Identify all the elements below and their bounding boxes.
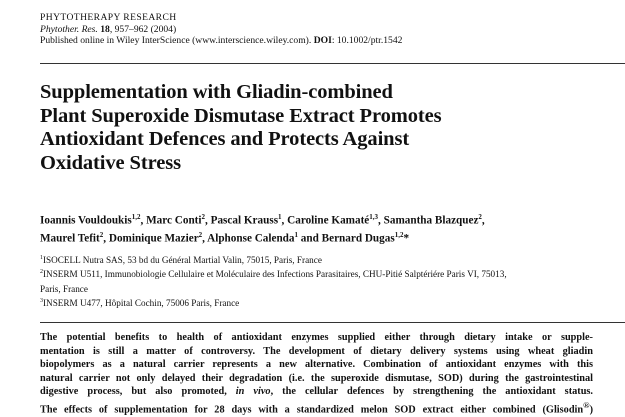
affiliation-text: Paris, France <box>40 284 88 294</box>
author-name: Maurel Tefit <box>40 232 100 245</box>
doi-value: : 10.1002/ptr.1542 <box>331 35 403 47</box>
abstract-line: biopolymers as a natural carrier represents a new alternative. Combination of antioxidant enzymes with this <box>40 359 593 370</box>
journal-header <box>40 12 402 47</box>
author-affiliation-mark: 2 <box>201 213 206 221</box>
author-name: Marc Conti <box>146 214 202 227</box>
paper-title <box>40 81 620 175</box>
author-name: Bernard Dugas <box>321 232 395 245</box>
publication-info <box>40 35 402 47</box>
author-separator: , <box>140 214 147 227</box>
author-separator: , <box>378 214 384 227</box>
author-separator: , <box>202 232 208 245</box>
abstract-line <box>40 385 593 399</box>
affiliation-text: INSERM U477, Hôpital Cochin, 75006 Paris, France <box>43 298 240 309</box>
abstract-line: natural carrier not only delayed their degradation (i.e. the superoxide dismutase, SOD) during the gastrointestinal <box>40 372 593 384</box>
author-affiliation-mark: 1 <box>278 213 282 221</box>
author-separator: , <box>205 214 211 227</box>
author-name: Pascal Krauss <box>210 214 279 227</box>
affiliation-list <box>40 252 625 310</box>
registered-mark: ® <box>583 399 590 410</box>
author-affiliation-mark: 2 <box>478 213 482 221</box>
journal-pages-year: , 957–962 (2004) <box>109 23 177 35</box>
affiliation-text: INSERM U511, Immunobiologie Cellulaire et Moléculaire des Infections Parasitaires, CHU-Pitié Salptériére Paris VI, 75013, <box>43 269 507 280</box>
affiliation <box>40 281 625 295</box>
title-line: Supplementation with Gliadin-combined <box>40 81 393 103</box>
title-line: Oxidative Stress <box>40 151 181 174</box>
corresponding-author-mark: * <box>403 232 410 245</box>
abstract-line <box>40 399 593 417</box>
header-divider <box>40 63 625 64</box>
journal-citation <box>40 24 402 36</box>
author-affiliation-mark: 2 <box>198 230 203 239</box>
author-affiliation-mark: 1,3 <box>369 213 379 221</box>
author-affiliation-mark: 1,2 <box>394 230 404 239</box>
abstract-text: ) <box>589 403 593 415</box>
abstract-line: mentation is still a matter of controversy. The development of dietary delivery systems using wheat gliadin <box>40 345 593 357</box>
author-name: Caroline Kamaté <box>287 214 370 227</box>
author-affiliation-mark: 2 <box>99 230 104 239</box>
author-separator: , <box>481 214 485 227</box>
author-name: Ioannis Vouldoukis <box>40 214 132 227</box>
affiliation-mark: 3 <box>40 298 43 305</box>
author-line <box>40 228 625 246</box>
affiliation-text: ISOCELL Nutra SAS, 53 bd du Général Martial Valin, 75015, Paris, France <box>43 255 322 266</box>
title-line: Plant Superoxide Dismutase Extract Promotes <box>40 104 442 127</box>
published-online: Published online in Wiley InterScience (www.interscience.wiley.com). <box>40 35 312 47</box>
author-name: Samantha Blazquez <box>383 214 479 227</box>
author-separator: , <box>281 214 288 227</box>
journal-abbrev: Phytother. Res. <box>40 23 98 35</box>
abstract-line: The potential benefits to health of antioxidant enzymes supplied either through dietary intake or supple- <box>40 332 593 343</box>
journal-volume: 18 <box>100 23 110 35</box>
author-name: Alphonse Calenda <box>207 232 295 245</box>
abstract <box>40 331 593 416</box>
affiliation-mark: 2 <box>40 269 43 276</box>
abstract-text: digestive process, but also promoted, <box>40 386 236 397</box>
abstract-text: , the cellular defences by strengthening the antioxidant status. <box>270 386 594 397</box>
abstract-emphasis: in vivo <box>235 386 271 397</box>
affiliation <box>40 252 625 266</box>
doi-label: DOI <box>313 35 332 47</box>
affiliation <box>40 266 625 280</box>
affiliation <box>40 295 625 309</box>
author-name: Dominique Mazier <box>108 232 199 245</box>
journal-name: PHYTOTHERAPY RESEARCH <box>40 12 177 23</box>
abstract-divider <box>40 322 625 323</box>
author-separator: , <box>103 232 109 245</box>
author-affiliation-mark: 1 <box>294 230 298 239</box>
author-affiliation-mark: 1,2 <box>131 213 141 221</box>
title-line: Antioxidant Defences and Protects Against <box>40 128 410 150</box>
author-line <box>40 210 625 228</box>
author-separator: and <box>298 232 322 245</box>
abstract-text: The effects of supplementation for 28 days with a standardized melon SOD extract either combined (Glisodin <box>40 403 584 415</box>
author-list <box>40 210 625 245</box>
affiliation-mark: 1 <box>40 255 43 261</box>
